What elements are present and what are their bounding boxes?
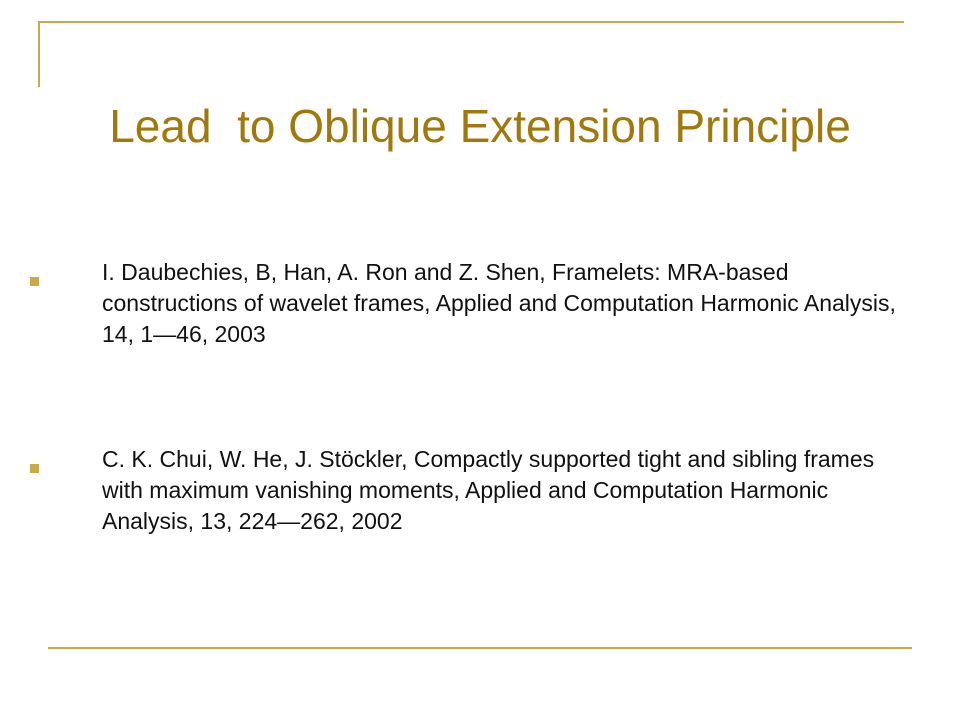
top-rule bbox=[38, 21, 904, 23]
reference-item: C. K. Chui, W. He, J. Stöckler, Compactly supported tight and sibling frames with maximum vanishing moments, Applied and Computation Harmonic Analysis, 13, 224—262, 2002 bbox=[102, 446, 875, 534]
bottom-rule bbox=[48, 647, 912, 649]
left-rule bbox=[38, 21, 40, 87]
square-bullet-icon bbox=[30, 464, 39, 473]
reference-item: I. Daubechies, B, Han, A. Ron and Z. Shen, Framelets: MRA-based constructions of wavelet frames, Applied and Computation Harmonic Analysis, 14, 1—46, 2003 bbox=[102, 259, 896, 347]
square-bullet-icon bbox=[30, 277, 39, 286]
slide-title: Lead to Oblique Extension Principle bbox=[109, 100, 851, 152]
